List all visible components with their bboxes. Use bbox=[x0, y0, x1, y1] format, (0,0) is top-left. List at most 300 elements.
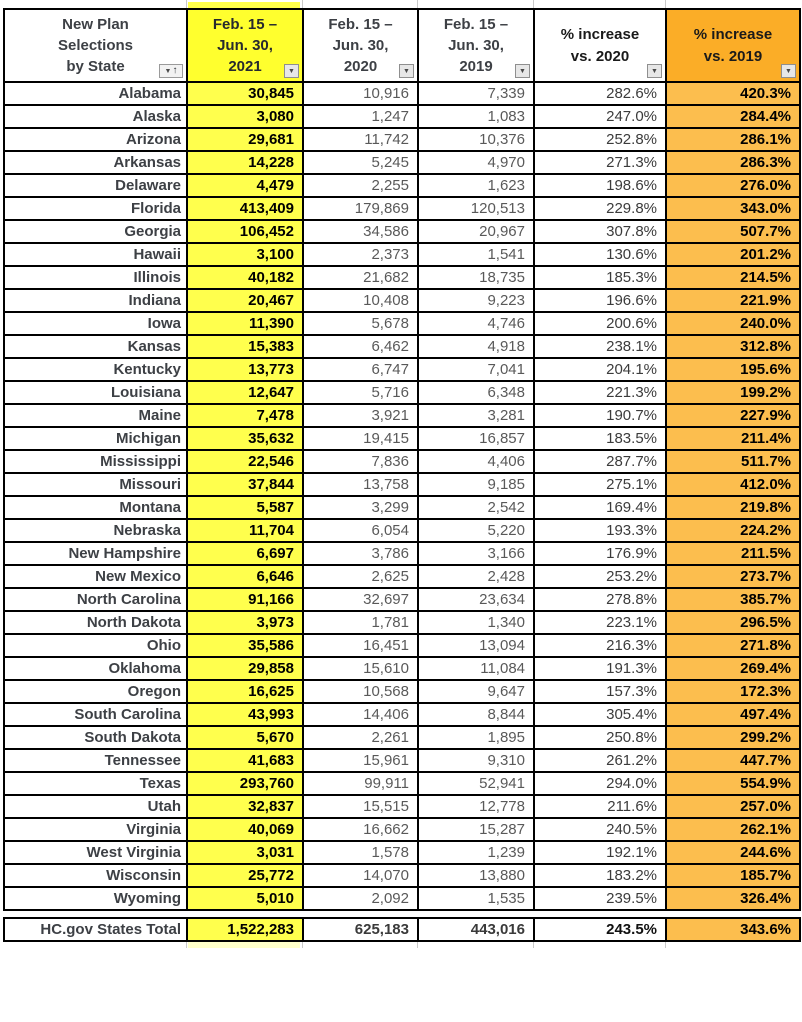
value-2021: 5,010 bbox=[187, 887, 303, 910]
header-line: 2020 bbox=[343, 58, 378, 76]
value-2021: 30,845 bbox=[187, 82, 303, 105]
state-name: North Carolina bbox=[4, 588, 187, 611]
value-2021: 40,069 bbox=[187, 818, 303, 841]
state-name: South Carolina bbox=[4, 703, 187, 726]
value-2021: 3,031 bbox=[187, 841, 303, 864]
state-name: Montana bbox=[4, 496, 187, 519]
pct-vs-2020: 253.2% bbox=[534, 565, 666, 588]
pct-vs-2020: 221.3% bbox=[534, 381, 666, 404]
value-2021: 11,704 bbox=[187, 519, 303, 542]
value-2021: 20,467 bbox=[187, 289, 303, 312]
table-row bbox=[4, 197, 800, 220]
table-row bbox=[4, 128, 800, 151]
table-row bbox=[4, 289, 800, 312]
value-2021: 7,478 bbox=[187, 404, 303, 427]
table-row bbox=[4, 82, 800, 105]
pct-vs-2020: 275.1% bbox=[534, 473, 666, 496]
value-2020: 2,261 bbox=[303, 726, 418, 749]
value-2021: 37,844 bbox=[187, 473, 303, 496]
value-2019: 9,310 bbox=[418, 749, 534, 772]
pct-vs-2020: 247.0% bbox=[534, 105, 666, 128]
value-2021: 106,452 bbox=[187, 220, 303, 243]
gridline bbox=[417, 942, 418, 948]
value-2019: 5,220 bbox=[418, 519, 534, 542]
table-row bbox=[4, 611, 800, 634]
state-name: Ohio bbox=[4, 634, 187, 657]
value-2020: 6,462 bbox=[303, 335, 418, 358]
gridline bbox=[302, 942, 303, 948]
pct-vs-2020: 192.1% bbox=[534, 841, 666, 864]
pct-vs-2019: 172.3% bbox=[666, 680, 800, 703]
header-row bbox=[4, 9, 800, 82]
table-row bbox=[4, 772, 800, 795]
pct-vs-2020: 196.6% bbox=[534, 289, 666, 312]
table-row bbox=[4, 818, 800, 841]
pct-vs-2020: 229.8% bbox=[534, 197, 666, 220]
pct-vs-2019: 257.0% bbox=[666, 795, 800, 818]
state-name: Kentucky bbox=[4, 358, 187, 381]
filter-button[interactable] bbox=[781, 64, 796, 78]
value-2020: 10,916 bbox=[303, 82, 418, 105]
total-increase-2020: 243.5% bbox=[534, 918, 666, 941]
state-name: Wyoming bbox=[4, 887, 187, 910]
value-2019: 11,084 bbox=[418, 657, 534, 680]
state-name: Texas bbox=[4, 772, 187, 795]
sort-ascending-icon: ↑ bbox=[172, 65, 178, 76]
value-2019: 23,634 bbox=[418, 588, 534, 611]
pct-vs-2020: 294.0% bbox=[534, 772, 666, 795]
sort-filter-button[interactable] bbox=[159, 64, 183, 78]
value-2020: 6,747 bbox=[303, 358, 418, 381]
pct-vs-2019: 214.5% bbox=[666, 266, 800, 289]
value-2021: 35,586 bbox=[187, 634, 303, 657]
state-name: New Mexico bbox=[4, 565, 187, 588]
value-2019: 1,895 bbox=[418, 726, 534, 749]
value-2019: 7,339 bbox=[418, 82, 534, 105]
value-2019: 1,083 bbox=[418, 105, 534, 128]
value-2021: 6,646 bbox=[187, 565, 303, 588]
state-name: Wisconsin bbox=[4, 864, 187, 887]
table-row bbox=[4, 427, 800, 450]
state-name: Iowa bbox=[4, 312, 187, 335]
value-2021: 4,479 bbox=[187, 174, 303, 197]
total-2019: 443,016 bbox=[418, 918, 534, 941]
value-2020: 2,625 bbox=[303, 565, 418, 588]
value-2019: 4,746 bbox=[418, 312, 534, 335]
pct-vs-2020: 252.8% bbox=[534, 128, 666, 151]
table-row bbox=[4, 335, 800, 358]
gridline bbox=[186, 942, 187, 948]
value-2021: 12,647 bbox=[187, 381, 303, 404]
header-cell-2019 bbox=[418, 9, 534, 82]
value-2020: 1,578 bbox=[303, 841, 418, 864]
total-increase-2019: 343.6% bbox=[666, 918, 800, 941]
pct-vs-2020: 169.4% bbox=[534, 496, 666, 519]
gridline bbox=[533, 0, 534, 8]
value-2021: 16,625 bbox=[187, 680, 303, 703]
table-row bbox=[4, 703, 800, 726]
header-line: New Plan bbox=[62, 15, 129, 33]
value-2021: 293,760 bbox=[187, 772, 303, 795]
pct-vs-2020: 271.3% bbox=[534, 151, 666, 174]
header-line: % increase bbox=[693, 26, 773, 44]
value-2020: 2,092 bbox=[303, 887, 418, 910]
state-name: Tennessee bbox=[4, 749, 187, 772]
state-name: Oklahoma bbox=[4, 657, 187, 680]
value-2021: 15,383 bbox=[187, 335, 303, 358]
value-2021: 91,166 bbox=[187, 588, 303, 611]
value-2019: 18,735 bbox=[418, 266, 534, 289]
table-row bbox=[4, 450, 800, 473]
bottom-margin bbox=[0, 942, 802, 948]
value-2020: 10,408 bbox=[303, 289, 418, 312]
table-row bbox=[4, 542, 800, 565]
header-line: 2021 bbox=[228, 58, 262, 76]
yellow-column-overflow bbox=[188, 2, 300, 8]
value-2020: 21,682 bbox=[303, 266, 418, 289]
state-name: Kansas bbox=[4, 335, 187, 358]
filter-dropdown-icon: ▼ bbox=[785, 67, 792, 75]
table-row bbox=[4, 243, 800, 266]
value-2021: 11,390 bbox=[187, 312, 303, 335]
pct-vs-2019: 420.3% bbox=[666, 82, 800, 105]
pct-vs-2020: 198.6% bbox=[534, 174, 666, 197]
pct-vs-2020: 282.6% bbox=[534, 82, 666, 105]
filter-dropdown-icon: ▼ bbox=[288, 67, 295, 75]
yellow-column-overflow bbox=[188, 942, 300, 948]
value-2020: 99,911 bbox=[303, 772, 418, 795]
table-row bbox=[4, 680, 800, 703]
state-name: Missouri bbox=[4, 473, 187, 496]
pct-vs-2019: 286.3% bbox=[666, 151, 800, 174]
header-cell-increase-2019 bbox=[666, 9, 800, 82]
value-2021: 13,773 bbox=[187, 358, 303, 381]
value-2021: 41,683 bbox=[187, 749, 303, 772]
pct-vs-2019: 507.7% bbox=[666, 220, 800, 243]
table-row bbox=[4, 749, 800, 772]
value-2020: 14,070 bbox=[303, 864, 418, 887]
pct-vs-2019: 240.0% bbox=[666, 312, 800, 335]
table-row bbox=[4, 887, 800, 910]
value-2019: 9,223 bbox=[418, 289, 534, 312]
pct-vs-2019: 211.5% bbox=[666, 542, 800, 565]
value-2019: 9,647 bbox=[418, 680, 534, 703]
header-cell-2020 bbox=[303, 9, 418, 82]
value-2019: 8,844 bbox=[418, 703, 534, 726]
pct-vs-2019: 511.7% bbox=[666, 450, 800, 473]
state-name: Indiana bbox=[4, 289, 187, 312]
header-cell-2021 bbox=[187, 9, 303, 82]
pct-vs-2019: 554.9% bbox=[666, 772, 800, 795]
value-2019: 1,541 bbox=[418, 243, 534, 266]
value-2020: 11,742 bbox=[303, 128, 418, 151]
total-2020: 625,183 bbox=[303, 918, 418, 941]
value-2019: 13,880 bbox=[418, 864, 534, 887]
value-2021: 43,993 bbox=[187, 703, 303, 726]
header-line: Feb. 15 – bbox=[443, 15, 509, 33]
value-2021: 6,697 bbox=[187, 542, 303, 565]
value-2021: 3,100 bbox=[187, 243, 303, 266]
pct-vs-2020: 240.5% bbox=[534, 818, 666, 841]
value-2019: 1,623 bbox=[418, 174, 534, 197]
value-2021: 25,772 bbox=[187, 864, 303, 887]
gridline bbox=[417, 0, 418, 8]
pct-vs-2020: 211.6% bbox=[534, 795, 666, 818]
table-row bbox=[4, 634, 800, 657]
pct-vs-2020: 190.7% bbox=[534, 404, 666, 427]
pct-vs-2020: 238.1% bbox=[534, 335, 666, 358]
pct-vs-2019: 273.7% bbox=[666, 565, 800, 588]
value-2019: 6,348 bbox=[418, 381, 534, 404]
total-row bbox=[4, 918, 800, 941]
header-line: Feb. 15 – bbox=[212, 15, 278, 33]
filter-dropdown-icon: ▼ bbox=[651, 67, 658, 75]
filter-button[interactable] bbox=[399, 64, 414, 78]
pct-vs-2020: 191.3% bbox=[534, 657, 666, 680]
table-row bbox=[4, 565, 800, 588]
value-2020: 19,415 bbox=[303, 427, 418, 450]
pct-vs-2020: 176.9% bbox=[534, 542, 666, 565]
pct-vs-2020: 183.5% bbox=[534, 427, 666, 450]
value-2019: 1,340 bbox=[418, 611, 534, 634]
pct-vs-2020: 157.3% bbox=[534, 680, 666, 703]
state-name: Alaska bbox=[4, 105, 187, 128]
pct-vs-2020: 204.1% bbox=[534, 358, 666, 381]
value-2020: 16,451 bbox=[303, 634, 418, 657]
pct-vs-2019: 211.4% bbox=[666, 427, 800, 450]
pct-vs-2019: 195.6% bbox=[666, 358, 800, 381]
totals-table bbox=[3, 917, 801, 942]
value-2019: 4,918 bbox=[418, 335, 534, 358]
value-2019: 120,513 bbox=[418, 197, 534, 220]
state-name: Virginia bbox=[4, 818, 187, 841]
header-line: Jun. 30, bbox=[217, 36, 273, 54]
pct-vs-2019: 271.8% bbox=[666, 634, 800, 657]
header-line: % increase bbox=[560, 26, 640, 44]
state-name: Arizona bbox=[4, 128, 187, 151]
value-2020: 34,586 bbox=[303, 220, 418, 243]
pct-vs-2019: 221.9% bbox=[666, 289, 800, 312]
pct-vs-2020: 261.2% bbox=[534, 749, 666, 772]
pct-vs-2020: 223.1% bbox=[534, 611, 666, 634]
filter-button[interactable] bbox=[647, 64, 662, 78]
state-name: Michigan bbox=[4, 427, 187, 450]
gridline bbox=[665, 0, 666, 8]
value-2020: 32,697 bbox=[303, 588, 418, 611]
value-2020: 1,247 bbox=[303, 105, 418, 128]
header-line: Feb. 15 – bbox=[328, 15, 393, 33]
top-margin bbox=[0, 0, 802, 8]
pct-vs-2019: 219.8% bbox=[666, 496, 800, 519]
value-2020: 2,373 bbox=[303, 243, 418, 266]
pct-vs-2019: 326.4% bbox=[666, 887, 800, 910]
state-name: Oregon bbox=[4, 680, 187, 703]
value-2021: 5,587 bbox=[187, 496, 303, 519]
header-cell-state bbox=[4, 9, 187, 82]
value-2019: 52,941 bbox=[418, 772, 534, 795]
value-2021: 29,681 bbox=[187, 128, 303, 151]
value-2019: 2,428 bbox=[418, 565, 534, 588]
pct-vs-2020: 287.7% bbox=[534, 450, 666, 473]
state-name: Delaware bbox=[4, 174, 187, 197]
state-name: Hawaii bbox=[4, 243, 187, 266]
state-name: Illinois bbox=[4, 266, 187, 289]
value-2021: 35,632 bbox=[187, 427, 303, 450]
header-cell-increase-2020 bbox=[534, 9, 666, 82]
value-2019: 12,778 bbox=[418, 795, 534, 818]
value-2020: 7,836 bbox=[303, 450, 418, 473]
value-2020: 179,869 bbox=[303, 197, 418, 220]
header-line: Jun. 30, bbox=[332, 36, 389, 54]
pct-vs-2020: 278.8% bbox=[534, 588, 666, 611]
state-name: Louisiana bbox=[4, 381, 187, 404]
pct-vs-2020: 307.8% bbox=[534, 220, 666, 243]
plan-selections-table bbox=[3, 8, 801, 911]
value-2019: 10,376 bbox=[418, 128, 534, 151]
value-2019: 1,535 bbox=[418, 887, 534, 910]
pct-vs-2020: 200.6% bbox=[534, 312, 666, 335]
table-row bbox=[4, 726, 800, 749]
value-2021: 32,837 bbox=[187, 795, 303, 818]
value-2019: 1,239 bbox=[418, 841, 534, 864]
gridline bbox=[302, 0, 303, 8]
pct-vs-2020: 250.8% bbox=[534, 726, 666, 749]
value-2021: 5,670 bbox=[187, 726, 303, 749]
state-rows bbox=[4, 82, 800, 910]
value-2019: 2,542 bbox=[418, 496, 534, 519]
table-row bbox=[4, 312, 800, 335]
value-2020: 13,758 bbox=[303, 473, 418, 496]
table-row bbox=[4, 220, 800, 243]
table-row bbox=[4, 404, 800, 427]
table-row bbox=[4, 841, 800, 864]
table-row bbox=[4, 519, 800, 542]
value-2019: 16,857 bbox=[418, 427, 534, 450]
table-row bbox=[4, 496, 800, 519]
value-2019: 7,041 bbox=[418, 358, 534, 381]
value-2020: 15,961 bbox=[303, 749, 418, 772]
value-2020: 3,786 bbox=[303, 542, 418, 565]
pct-vs-2019: 185.7% bbox=[666, 864, 800, 887]
pct-vs-2020: 216.3% bbox=[534, 634, 666, 657]
header-line: vs. 2019 bbox=[703, 47, 763, 65]
value-2020: 6,054 bbox=[303, 519, 418, 542]
table-row bbox=[4, 795, 800, 818]
table-row bbox=[4, 151, 800, 174]
pct-vs-2019: 447.7% bbox=[666, 749, 800, 772]
value-2020: 16,662 bbox=[303, 818, 418, 841]
pct-vs-2020: 193.3% bbox=[534, 519, 666, 542]
value-2019: 3,281 bbox=[418, 404, 534, 427]
state-name: Maine bbox=[4, 404, 187, 427]
header-line: vs. 2020 bbox=[570, 47, 630, 65]
value-2021: 14,228 bbox=[187, 151, 303, 174]
state-name: Utah bbox=[4, 795, 187, 818]
pct-vs-2019: 312.8% bbox=[666, 335, 800, 358]
table-row bbox=[4, 588, 800, 611]
total-2021: 1,522,283 bbox=[187, 918, 303, 941]
value-2020: 10,568 bbox=[303, 680, 418, 703]
table-row bbox=[4, 174, 800, 197]
state-name: Georgia bbox=[4, 220, 187, 243]
state-name: Arkansas bbox=[4, 151, 187, 174]
pct-vs-2020: 239.5% bbox=[534, 887, 666, 910]
pct-vs-2019: 201.2% bbox=[666, 243, 800, 266]
pct-vs-2020: 185.3% bbox=[534, 266, 666, 289]
header-line: Jun. 30, bbox=[448, 36, 504, 54]
filter-dropdown-icon: ▼ bbox=[403, 67, 410, 75]
value-2019: 20,967 bbox=[418, 220, 534, 243]
table-row bbox=[4, 358, 800, 381]
gridline bbox=[533, 942, 534, 948]
total-label: HC.gov States Total bbox=[4, 918, 187, 941]
value-2021: 413,409 bbox=[187, 197, 303, 220]
pct-vs-2019: 199.2% bbox=[666, 381, 800, 404]
state-name: Alabama bbox=[4, 82, 187, 105]
pct-vs-2019: 296.5% bbox=[666, 611, 800, 634]
table-row bbox=[4, 266, 800, 289]
pct-vs-2019: 269.4% bbox=[666, 657, 800, 680]
pct-vs-2019: 276.0% bbox=[666, 174, 800, 197]
value-2019: 3,166 bbox=[418, 542, 534, 565]
header-line: 2019 bbox=[459, 58, 493, 76]
pct-vs-2019: 284.4% bbox=[666, 105, 800, 128]
table-row bbox=[4, 473, 800, 496]
pct-vs-2019: 497.4% bbox=[666, 703, 800, 726]
pct-vs-2019: 244.6% bbox=[666, 841, 800, 864]
state-name: Mississippi bbox=[4, 450, 187, 473]
pct-vs-2020: 305.4% bbox=[534, 703, 666, 726]
value-2021: 22,546 bbox=[187, 450, 303, 473]
pct-vs-2020: 130.6% bbox=[534, 243, 666, 266]
value-2020: 14,406 bbox=[303, 703, 418, 726]
value-2021: 40,182 bbox=[187, 266, 303, 289]
filter-button[interactable] bbox=[515, 64, 530, 78]
table-row bbox=[4, 657, 800, 680]
value-2019: 13,094 bbox=[418, 634, 534, 657]
gridline bbox=[186, 0, 187, 8]
pct-vs-2019: 412.0% bbox=[666, 473, 800, 496]
pct-vs-2019: 299.2% bbox=[666, 726, 800, 749]
header-line: Selections bbox=[57, 36, 134, 54]
state-name: Florida bbox=[4, 197, 187, 220]
value-2021: 3,973 bbox=[187, 611, 303, 634]
state-name: West Virginia bbox=[4, 841, 187, 864]
state-name: Nebraska bbox=[4, 519, 187, 542]
value-2021: 3,080 bbox=[187, 105, 303, 128]
table-row bbox=[4, 105, 800, 128]
value-2020: 2,255 bbox=[303, 174, 418, 197]
pct-vs-2020: 183.2% bbox=[534, 864, 666, 887]
pct-vs-2019: 286.1% bbox=[666, 128, 800, 151]
value-2019: 4,406 bbox=[418, 450, 534, 473]
pct-vs-2019: 262.1% bbox=[666, 818, 800, 841]
value-2019: 9,185 bbox=[418, 473, 534, 496]
gridline bbox=[665, 942, 666, 948]
state-name: New Hampshire bbox=[4, 542, 187, 565]
value-2020: 5,678 bbox=[303, 312, 418, 335]
filter-dropdown-icon: ▼ bbox=[164, 67, 172, 75]
value-2020: 5,716 bbox=[303, 381, 418, 404]
table-row bbox=[4, 381, 800, 404]
pct-vs-2019: 227.9% bbox=[666, 404, 800, 427]
value-2020: 1,781 bbox=[303, 611, 418, 634]
value-2020: 3,921 bbox=[303, 404, 418, 427]
filter-button[interactable] bbox=[284, 64, 299, 78]
value-2021: 29,858 bbox=[187, 657, 303, 680]
pct-vs-2019: 385.7% bbox=[666, 588, 800, 611]
filter-dropdown-icon: ▼ bbox=[519, 67, 526, 75]
